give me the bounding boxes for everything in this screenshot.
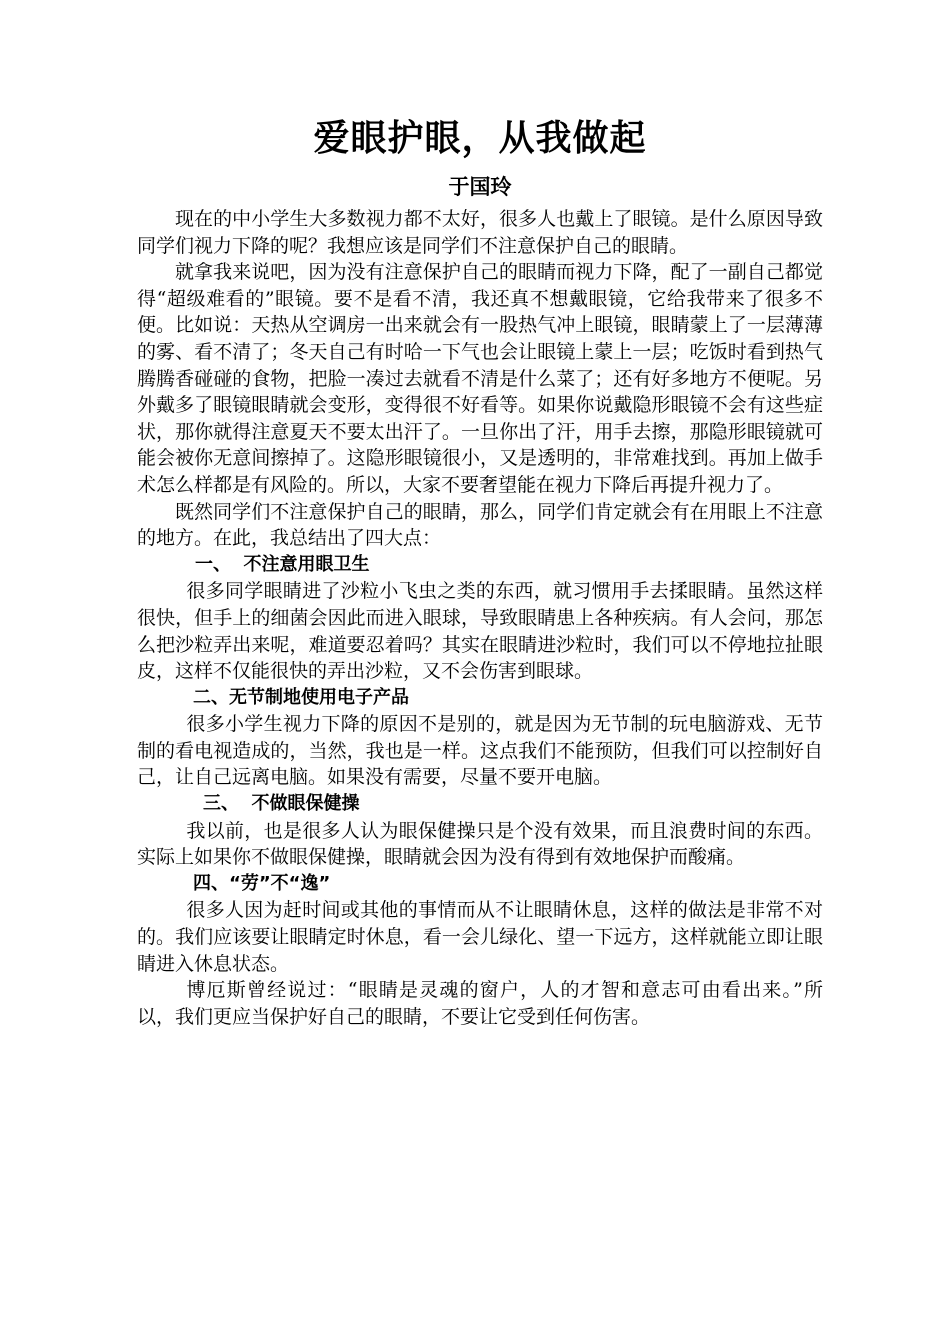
section-heading-3: 三、 不做眼保健操 xyxy=(203,793,360,815)
section-heading-4: 四、“劳”不“逸” xyxy=(193,872,331,894)
document-page xyxy=(137,110,823,1030)
section-heading-2: 二、无节制地使用电子产品 xyxy=(193,686,409,708)
section-1-paragraph: 很多同学眼睛进了沙粒小飞虫之类的东西，就习惯用手去揉眼睛。虽然这样很快，但手上的细菌会因此而进入眼球，导致眼睛患上各种疾病。有人会问，那怎么把沙粒弄出来呢，难道要忍着吗？其实在眼睛进沙粒时，我们可以不停地拉扯眼皮，这样不仅能很快的弄出沙粒，又不会伤害到眼球。 xyxy=(137,580,823,683)
section-4-paragraph: 很多人因为赶时间或其他的事情而从不让眼睛休息，这样的做法是非常不对的。我们应该要让眼睛定时休息，看一会儿绿化、望一下远方，这样就能立即让眼睛进入休息状态。 xyxy=(137,899,823,975)
closing-paragraph: 博厄斯曾经说过：“眼睛是灵魂的窗户，人的才智和意志可由看出来。”所以，我们更应当保护好自己的眼睛，不要让它受到任何伤害。 xyxy=(137,979,823,1028)
intro-paragraph: 现在的中小学生大多数视力都不太好，很多人也戴上了眼镜。是什么原因导致同学们视力下降的呢？我想应该是同学们不注意保护自己的眼睛。 xyxy=(137,208,823,257)
section-heading-1: 一、 不注意用眼卫生 xyxy=(195,553,370,575)
author-name: 于国玲 xyxy=(448,175,512,199)
personal-experience-paragraph: 就拿我来说吧，因为没有注意保护自己的眼睛而视力下降，配了一副自己都觉得“超级难看的”眼镜。要不是看不清，我还真不想戴眼镜，它给我带来了很多不便。比如说：天热从空调房一出来就会有一股热气冲上眼镜，眼睛蒙上了一层薄薄的雾、看不清了；冬天自己有时哈一下气也会让眼镜上蒙上一层；吃饭时看到热气腾腾香碰碰的食物，把脸一凑过去就看不清是什么菜了；还有好多地方不便呢。另外戴多了眼镜眼睛就会变形，变得很不好看等。如果你说戴隐形眼镜不会有这些症状，那你就得注意夏天不要太出汗了。一旦你出了汗，用手去擦，那隐形眼镜就可能会被你无意间擦掉了。这隐形眼镜很小，又是透明的，非常难找到。再加上做手术怎么样都是有风险的。所以，大家不要奢望能在视力下降后再提升视力了。 xyxy=(137,261,823,496)
document-title: 爱眼护眼，从我做起 xyxy=(313,118,647,159)
section-3-paragraph: 我以前，也是很多人认为眼保健操只是个没有效果，而且浪费时间的东西。实际上如果你不做眼保健操，眼睛就会因为没有得到有效地保护而酸痛。 xyxy=(137,819,823,869)
section-2-paragraph: 很多小学生视力下降的原因不是别的，就是因为无节制的玩电脑游戏、无节制的看电视造成的，当然，我也是一样。这点我们不能预防，但我们可以控制好自己，让自己远离电脑。如果没有需要，尽量不要开电脑。 xyxy=(137,713,823,789)
summary-intro-paragraph: 既然同学们不注意保护自己的眼睛，那么，同学们肯定就会有在用眼上不注意的地方。在此，我总结出了四大点： xyxy=(137,500,823,550)
